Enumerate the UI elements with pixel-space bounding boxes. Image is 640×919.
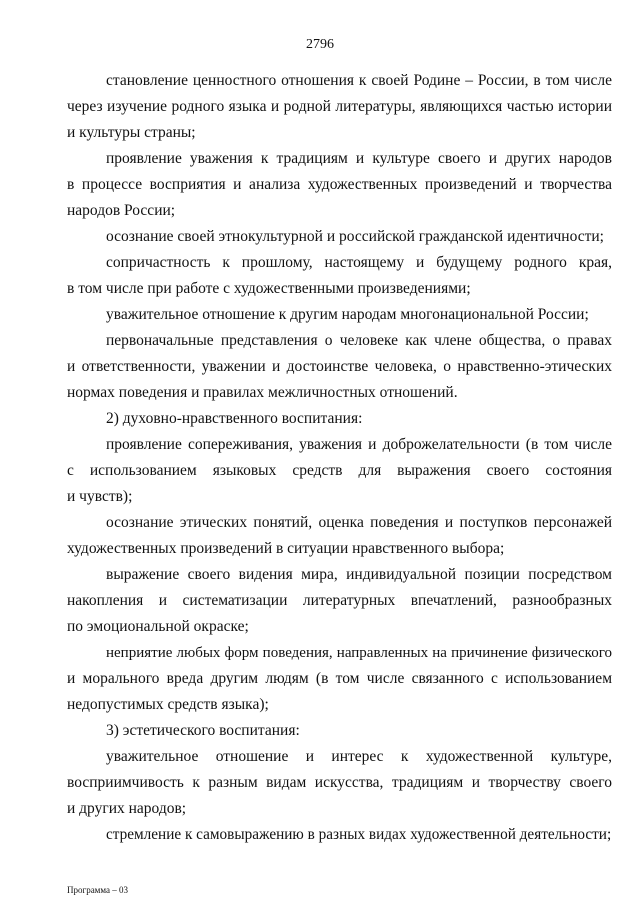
text-line: 3) эстетического воспитания:: [106, 722, 300, 739]
section-heading: [67, 406, 612, 432]
text-line: художественных произведений в ситуации нравственного выбора;: [67, 540, 505, 557]
paragraph: [67, 640, 612, 718]
text-line: стремление к самовыражению в разных видах художественной деятельности;: [106, 826, 612, 843]
text-line: в процессе восприятия и анализа художественных произведений и творчества: [67, 176, 612, 193]
paragraph: [67, 302, 612, 328]
text-line: уважительное отношение и интерес к художественной культуре,: [106, 748, 612, 765]
text-line: и культуры страны;: [67, 124, 196, 141]
text-line: восприимчивость к разным видам искусства, традициям и творчеству своего: [67, 774, 612, 791]
paragraph: [67, 146, 612, 224]
paragraph: [67, 562, 612, 640]
text-line: и морального вреда другим людям (в том числе связанного с использованием: [67, 670, 612, 687]
text-line: через изучение родного языка и родной литературы, являющихся частью истории: [67, 98, 612, 115]
text-line: и других народов;: [67, 800, 187, 817]
text-line: проявление сопереживания, уважения и доброжелательности (в том числе: [106, 436, 612, 453]
page-number: 2796: [306, 37, 334, 52]
paragraph: [67, 250, 612, 302]
text-line: накопления и систематизации литературных впечатлений, разнообразных: [67, 592, 612, 609]
text-line: и ответственности, уважении и достоинстве человека, о нравственно-этических: [67, 358, 612, 375]
paragraph: [67, 328, 612, 406]
text-line: первоначальные представления о человеке как члене общества, о правах: [106, 332, 612, 349]
text-line: народов России;: [67, 202, 176, 219]
paragraph: [67, 510, 612, 562]
text-line: проявление уважения к традициям и культуре своего и других народов: [106, 150, 612, 167]
section-heading: [67, 718, 612, 744]
text-line: выражение своего видения мира, индивидуальной позиции посредством: [106, 566, 612, 583]
text-line: осознание своей этнокультурной и российской гражданской идентичности;: [106, 228, 604, 245]
text-line: недопустимых средств языка);: [67, 696, 269, 713]
footer-label: Программа – 03: [67, 885, 129, 895]
text-line: 2) духовно-нравственного воспитания:: [106, 410, 363, 427]
paragraph: [67, 224, 612, 250]
paragraph: [67, 68, 612, 146]
text-line: и чувств);: [67, 488, 133, 505]
text-line: по эмоциональной окраске;: [67, 618, 249, 635]
paragraph: [67, 432, 612, 510]
text-line: сопричастность к прошлому, настоящему и будущему родного края,: [106, 254, 612, 271]
text-line: неприятие любых форм поведения, направленных на причинение физического: [106, 645, 612, 661]
text-line: осознание этических понятий, оценка поведения и поступков персонажей: [106, 514, 612, 531]
paragraph: [67, 822, 612, 848]
paragraph: [67, 744, 612, 822]
text-line: становление ценностного отношения к своей Родине – России, в том числе: [106, 72, 612, 89]
text-line: уважительное отношение к другим народам многонациональной России;: [106, 306, 589, 323]
document-body: [67, 68, 612, 848]
text-line: в том числе при работе с художественными произведениями;: [67, 280, 471, 297]
text-line: нормах поведения и правилах межличностных отношений.: [67, 384, 458, 401]
text-line: с использованием языковых средств для выражения своего состояния: [67, 462, 612, 479]
